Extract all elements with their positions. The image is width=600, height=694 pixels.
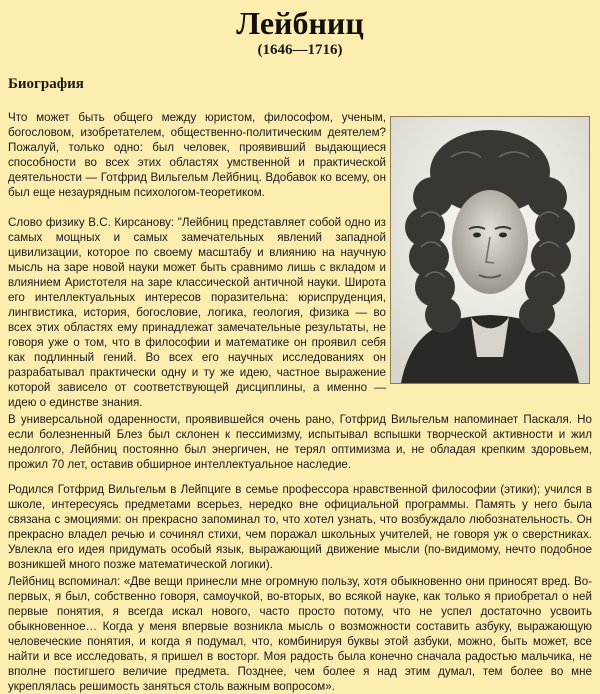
paragraph-memoir: Лейбниц вспоминал: «Две вещи принесли мне огромную пользу, хотя обыкновенно они приносят вред. Во-первых, я был, собственно говоря, самоучкой, во-вторых, во всякой науке, как только я приобретал о ней первые понятия, я всегда искал нового, часто просто потому, что не успел достаточно усвоить обыкновенное… Когда у меня впервые возникла мысль о возможности составить азбуку, выражающую человеческие понятия, и когда я подумал, что, комбинируя буквы этой азбуки, можно, быть может, все найти и все исследовать, я пришел в восторг. Моя радость была конечно сначала радостью мальчика, не вполне постигшего величие предмета. Позднее, чем более я над этим думал, тем более во мне укреплялась решимость заняться столь важным вопросом». [8, 575, 592, 693]
page-title: Лейбниц [236, 5, 364, 41]
section-heading: Биография [8, 76, 84, 92]
paragraph-pascal-comparison: В универсальной одаренности, проявившейся очень рано, Готфрид Вильгельм напоминает Паскаля. Но если болезненный Блез был склонен к пессимизму, испытывал вспышки творческой активности и жил недолгого, Лейбниц постоянно был энергичен, не терял оптимизма и, не обладая крепким здоровьем, прожил 70 лет, оставив обширное интеллектуальное наследие. [8, 413, 592, 471]
paragraph-early-life: Родился Готфрид Вильгельм в Лейпциге в семье профессора нравственной философии (этики); учился в школе, интересуясь предметами всерьез, нередко вне официальной программы. Память у него была связана с эмоциями: он прекрасно запоминал то, что хотел узнать, что возбуждало любознательность. Он прекрасно владел речью и сочинял стихи, чем поражал школьных учителей, не говоря уж о сверстниках. Увлекла его идея придумать особый язык, выражающий движение мысли (по-видимому, нечто подобное возникшей много позже математической логики). [8, 483, 592, 571]
paragraph-kirsanov-quote: Слово физику В.С. Кирсанову: "Лейбниц представляет собой одно из самых мощных и самых замечательных явлений западной цивилизации, которое по своему масштабу и влиянию на научную мысль на заре новой науки может быть сравнимо лишь с вкладом и влиянием Аристотеля на заре классической античной науки. Широта его интеллектуальных интересов поразительна: юриспруденция, лингвистика, история, богословие, логика, геология, физика — во всех этих областях ему принадлежат замечательные результаты, не говоря уже о том, что в философии и математике он проявил себя как подлинный гений. Во всех его научных исследованиях он разрабатывал практически одну и ту же идею, частное выражение которой зависело от соответствующей дисциплины, а именно — идею о единстве знания. [8, 216, 386, 409]
portrait-illustration [391, 117, 589, 383]
life-years: (1646—1716) [257, 42, 343, 58]
paragraph-intro: Что может быть общего между юристом, философом, ученым, богословом, изобретателем, общественно-политическим деятелем? Пожалуй, только одно: был человек, проявивший выдающиеся способности во всех этих областях умственной и практической деятельности — Готфрид Вильгельм Лейбниц. Вдобавок ко всему, он был еще незаурядным психологом-теоретиком. [8, 111, 386, 199]
leibniz-portrait [390, 116, 590, 384]
